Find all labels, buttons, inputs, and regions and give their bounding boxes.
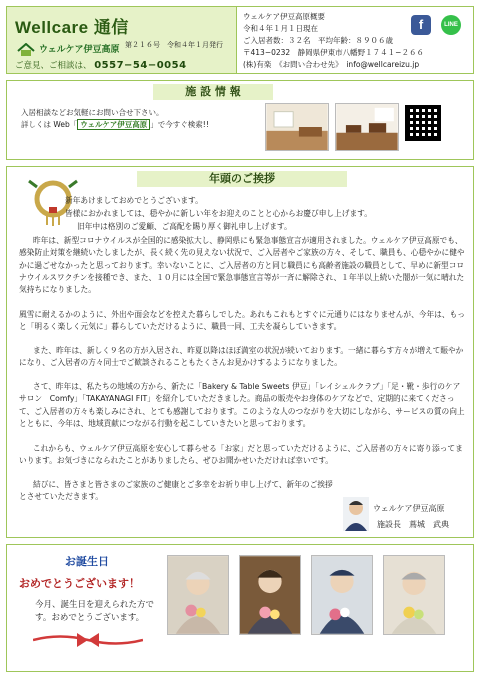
resident-photo-3: [311, 555, 373, 635]
greeting-heading: 年頭のご挨拶: [137, 171, 347, 187]
greeting-paragraph-7: さて、昨年は、私たちの地域の方から、新たに「Bakery & Table Sweets 伊豆」「レイシェルクラブ」「足・靴・歩行のケアサロン Comfy」「TAKAYANAGI FIT」を紹介していただきました。商品の販売やお身体のケアなどで、定期的に来てくださって、ご入居者の方々も楽しみにされ、とても感謝しております。このような人のつながりを大切にしながら、サービスの質の向上とともに、今年は、地域貢献につながる行動を起こしていきたいと思っております。: [19, 382, 465, 428]
contact-phone: 0557−54−0054: [94, 60, 187, 71]
signature-organization: ウェルケア伊豆高原: [373, 504, 445, 513]
house-icon: [17, 43, 35, 57]
search-suffix: 」で今すぐ検索!!: [150, 120, 209, 129]
website-search-link[interactable]: ウェルケア伊豆高原: [77, 119, 150, 130]
logo-text: ウェルケア伊豆高原: [39, 45, 120, 55]
birthday-section: [6, 544, 474, 672]
facility-info-text: [21, 107, 209, 131]
resident-photo-1: [167, 555, 229, 635]
issue-number: 第２１６号 令和４年１月発行: [125, 41, 223, 49]
overview-stats: ご入居者数：３２名 平均年齢：８９０６歳: [243, 36, 393, 45]
contact-line: [15, 59, 187, 71]
facility-overview: [239, 7, 475, 73]
contact-label: ご意見、ご相談は、: [15, 61, 92, 71]
facility-info-line1: 入居相談などお気軽にお問い合せ下さい。: [21, 108, 164, 117]
newsletter-title: Wellcare 通信: [15, 18, 129, 37]
greeting-paragraph-5: 風雪に耐えるかのように、外出や面会などを控えた暮らしでした。あれもこれもとすぐに元通りにはなりませんが、今年は、もっと「明るく楽しく元気に」暮らしていただけるように、職員一同、工夫を凝らしていきます。: [19, 310, 465, 332]
dining-room-photo: [335, 103, 399, 151]
newsletter-page: [4, 4, 476, 674]
resident-photo-4: [383, 555, 445, 635]
greeting-paragraph-9: 結びに、皆さまと皆さまのご家族のご健康とご多幸をお祈り申し上げて、新年のご挨拶とさせていただきます。: [19, 480, 333, 502]
birthday-message-line1: 今月、誕生日を迎えられた方で: [35, 600, 155, 610]
overview-date: 令和４年１月１日現在: [243, 24, 318, 33]
new-year-greeting-section: [6, 166, 474, 538]
qr-code[interactable]: [405, 105, 441, 141]
facility-info-section: [6, 80, 474, 160]
ribbon-bow-icon: [33, 631, 143, 649]
masthead: [7, 7, 237, 73]
greeting-paragraph-1: 新年あけましておめでとうございます。: [65, 196, 203, 205]
overview-address: 〒413−0232 静岡県伊東市八幡野１７４１−２６６: [243, 48, 424, 57]
birthday-title: お誕生日: [65, 555, 109, 568]
facility-logo: [17, 39, 120, 61]
search-prefix: 詳しくは Web「: [21, 120, 78, 129]
signature-director: 施設長 蔦城 武典: [377, 520, 449, 529]
facility-info-heading: 施 設 情 報: [153, 84, 273, 100]
greeting-paragraph-6: また、昨年は、新しく９名の方が入居され、昨夏以降はほぼ満室の状況が続いております。一緒に暮らす方々が増えて賑やかになり、ご入居者の方々同士でご歓談されることもたくさんお見かけするようになりました。: [19, 346, 464, 368]
overview-contact: (株)有楽 《お問い合わせ先》 info@wellcareizu.jp: [243, 60, 420, 69]
birthday-message: [35, 599, 154, 625]
facility-room-photo: [265, 103, 329, 151]
newsletter-header: [6, 6, 474, 74]
birthday-congratulations: おめでとうございます！: [19, 577, 140, 590]
director-portrait: [343, 497, 369, 531]
greeting-paragraph-3: 旧年中は格別のご愛顧、ご高配を賜り厚く御礼申し上げます。: [77, 222, 292, 231]
greeting-paragraph-4: 昨年は、新型コロナウイルスが全国的に感染拡大し、静岡県にも緊急事態宣言が適用されました。ウェルケア伊豆高原でも、感染防止対策を継続いたしましたが、長く続く先の見えない状況で、ご入居者やご家族の方々、そして、職員も、心穏やかに健やかに過ごせなかったと思っております。幸いないことに、ご入居者の方と同じ職員にも高齢者施設の職員として、早めに新型コロナウイルスワクチンを接種でき、また、１０月には全国で緊急事態宣言等が一斉に解除され、１年半以上続いた闇が一気に晴れた気持ちになりました。: [19, 236, 465, 295]
overview-title: ウェルケア伊豆高原概要: [243, 12, 326, 21]
line-icon[interactable]: LINE: [441, 15, 461, 35]
greeting-paragraph-8: これからも、ウェルケア伊豆高原を安心して暮らせる「お家」だと思っていただけるように、ご入居者の方々に寄り添ってまいります。お気づきになられたことがありましたら、ぜひお聞かせいただければ幸いです。: [19, 444, 463, 466]
greeting-paragraph-2: 皆様におかれましては、穏やかに新しい年をお迎えのことと心からお慶び申し上げます。: [65, 209, 372, 218]
birthday-message-line2: す。おめでとうございます。: [35, 613, 145, 623]
resident-photo-2: [239, 555, 301, 635]
facility-info-line2: [21, 119, 209, 131]
facebook-icon[interactable]: f: [411, 15, 431, 35]
